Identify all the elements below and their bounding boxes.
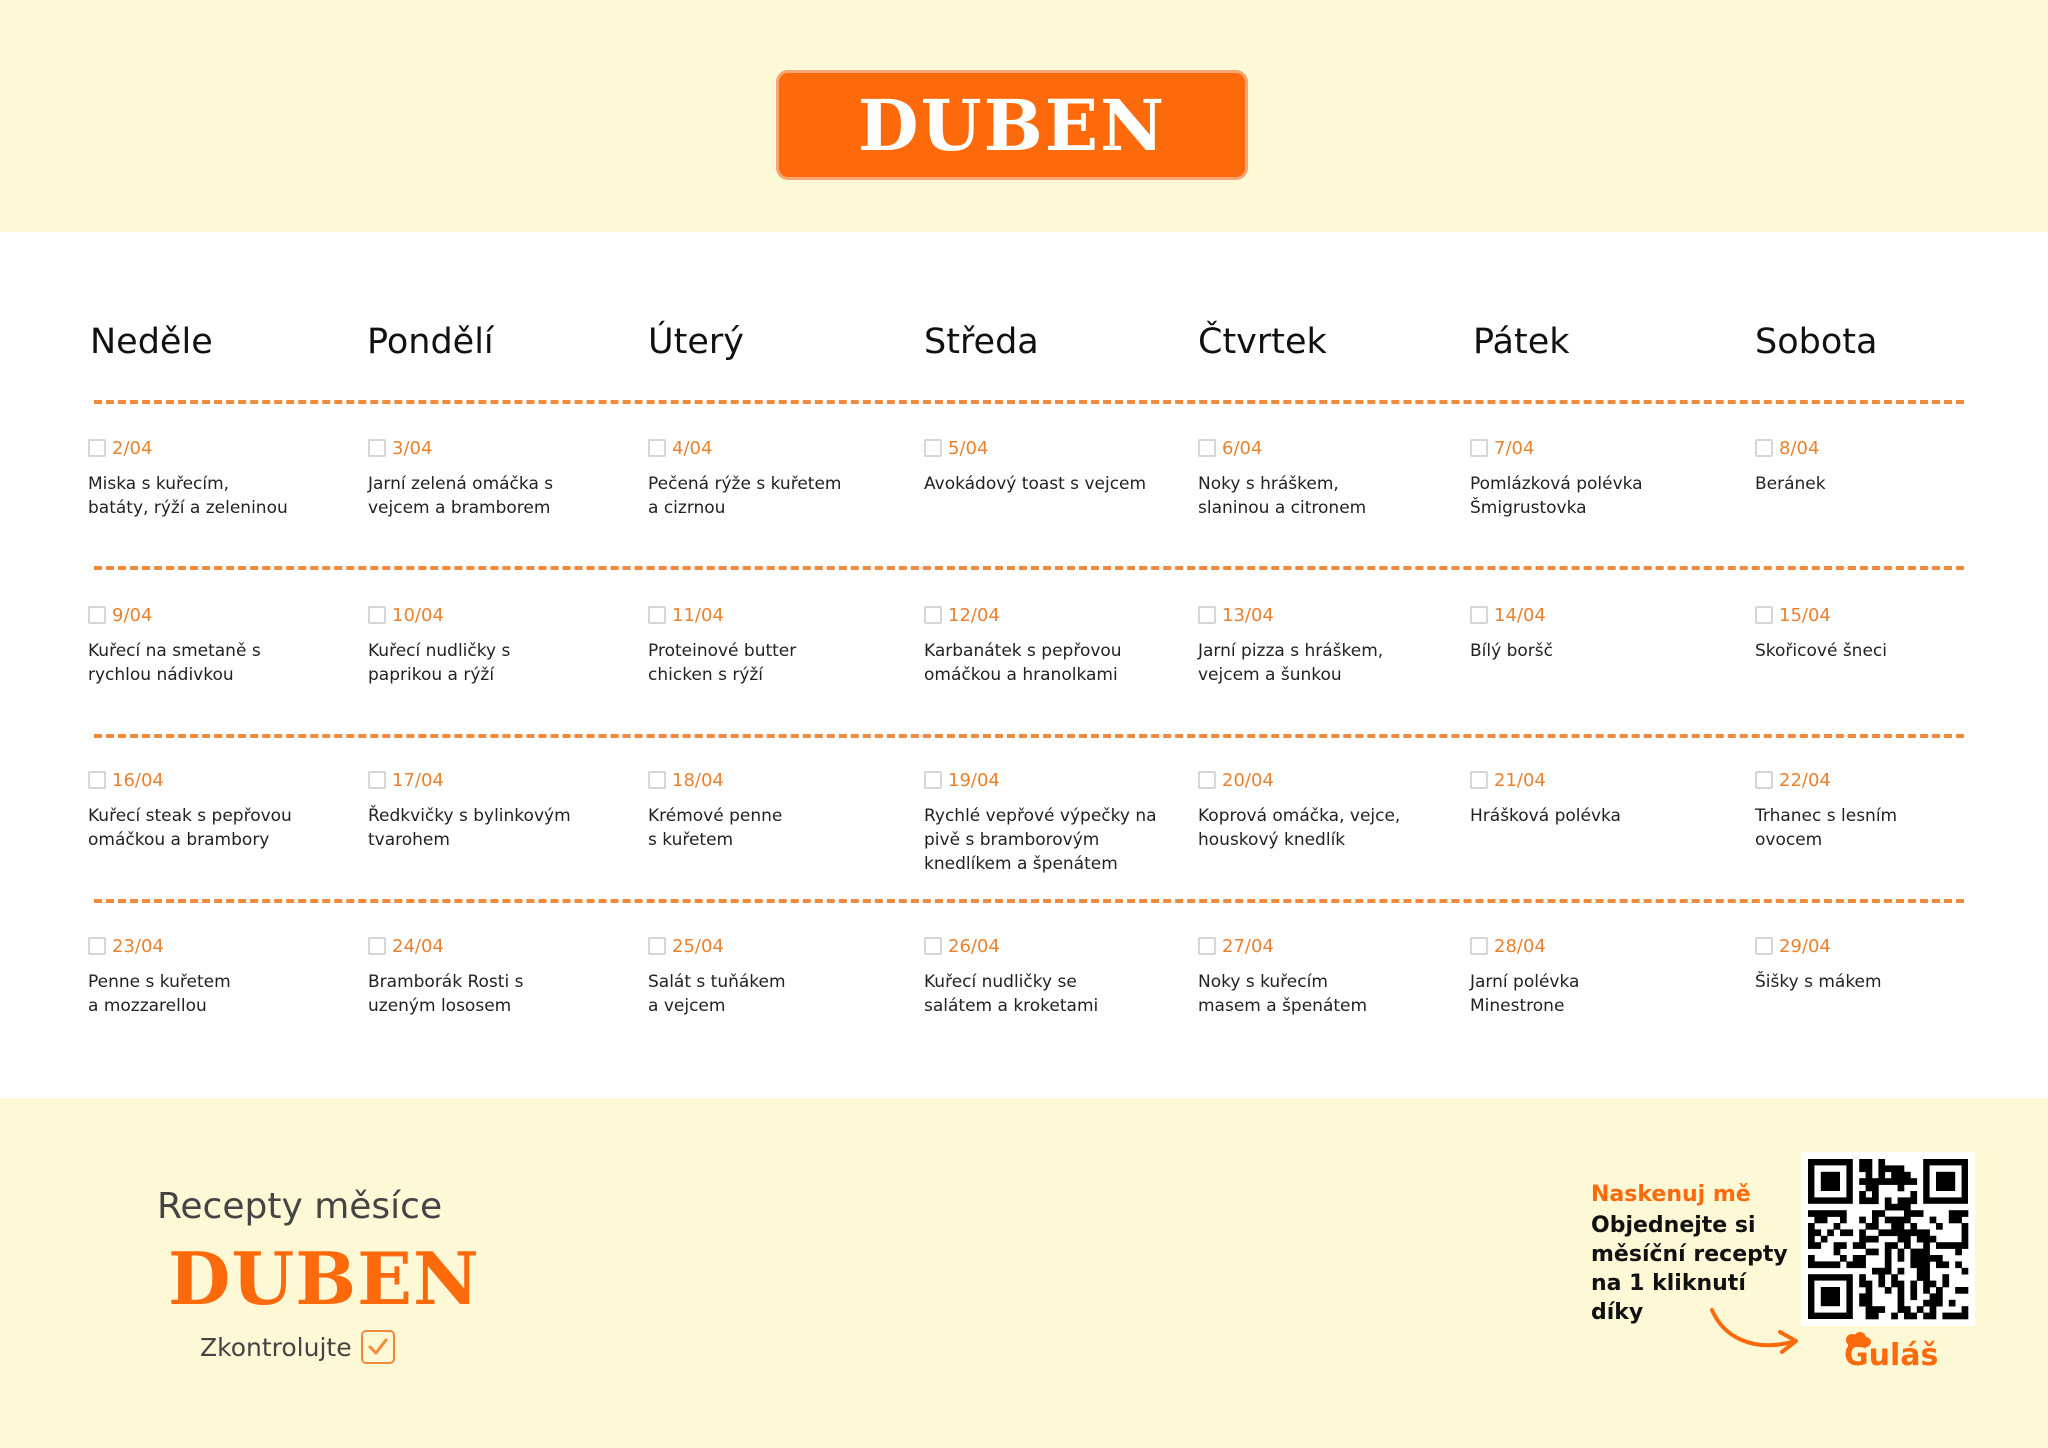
dashed-divider (94, 566, 1964, 570)
day-date: 18/04 (672, 769, 724, 791)
day-date: 4/04 (672, 437, 713, 459)
date-row (648, 436, 888, 460)
date-row (1198, 768, 1438, 792)
dish-name: Salát s tuňákem a vejcem (648, 972, 786, 1016)
day-date: 13/04 (1222, 604, 1274, 626)
dish-name: Krémové penne s kuřetem (648, 806, 783, 850)
date-row (924, 436, 1164, 460)
dish-name: Noky s kuřecím masem a špenátem (1198, 972, 1368, 1016)
dish-name: Ředkvičky s bylinkovým tvarohem (368, 806, 571, 850)
day-cell (1198, 934, 1438, 1018)
dish-name: Kuřecí nudličky se salátem a kroketami (924, 972, 1099, 1016)
dashed-divider (94, 899, 1964, 903)
scan-label: Naskenuj mě (1591, 1182, 1751, 1207)
recipes-label: Recepty měsíce (157, 1186, 443, 1227)
dish-name: Beránek (1755, 474, 1826, 494)
dish-name: Rychlé vepřové výpečky na pivě s bramborovým knedlíkem a špenátem (924, 806, 1157, 874)
weekday-header: Pátek (1473, 322, 1570, 362)
day-cell (1198, 603, 1438, 687)
day-date: 22/04 (1779, 769, 1831, 791)
date-row (88, 768, 328, 792)
day-cell (1470, 603, 1710, 663)
day-checkbox[interactable] (1198, 937, 1216, 955)
dish-name: Avokádový toast s vejcem (924, 474, 1147, 494)
dish-name: Jarní zelená omáčka s vejcem a bramborem (368, 474, 554, 518)
day-checkbox[interactable] (1198, 439, 1216, 457)
day-checkbox[interactable] (924, 439, 942, 457)
date-row (1470, 934, 1710, 958)
day-checkbox[interactable] (924, 606, 942, 624)
day-date: 14/04 (1494, 604, 1546, 626)
day-cell (1470, 768, 1710, 828)
date-row (368, 603, 608, 627)
day-date: 21/04 (1494, 769, 1546, 791)
dish-name: Hrášková polévka (1470, 806, 1621, 826)
date-row (648, 603, 888, 627)
dish-name: Skořicové šneci (1755, 641, 1887, 661)
dish-name: Bramborák Rosti s uzeným lososem (368, 972, 524, 1016)
dashed-divider (94, 734, 1964, 738)
dish-name: Penne s kuřetem a mozzarellou (88, 972, 231, 1016)
day-checkbox[interactable] (1198, 606, 1216, 624)
dish-name: Šišky s mákem (1755, 972, 1882, 992)
day-cell (924, 934, 1164, 1018)
curved-arrow-icon (1706, 1302, 1806, 1362)
dish-name: Pomlázková polévka Šmigrustovka (1470, 474, 1643, 518)
day-checkbox[interactable] (88, 606, 106, 624)
date-row (1755, 768, 1995, 792)
date-row (1198, 436, 1438, 460)
day-cell (88, 436, 328, 520)
date-row (368, 436, 608, 460)
weekday-header: Sobota (1755, 322, 1878, 362)
day-date: 2/04 (112, 437, 153, 459)
day-checkbox[interactable] (924, 771, 942, 789)
footer-month-title: DUBEN (168, 1236, 480, 1321)
day-date: 17/04 (392, 769, 444, 791)
month-title-banner (776, 70, 1248, 180)
date-row (1755, 603, 1995, 627)
day-date: 15/04 (1779, 604, 1831, 626)
dish-name: Jarní polévka Minestrone (1470, 972, 1580, 1016)
date-row (1470, 603, 1710, 627)
day-cell (1470, 436, 1710, 520)
day-cell (648, 768, 888, 852)
day-cell (648, 603, 888, 687)
day-cell (88, 768, 328, 852)
day-cell (648, 436, 888, 520)
weekday-header: Pondělí (367, 322, 494, 362)
day-cell (88, 603, 328, 687)
day-date: 5/04 (948, 437, 989, 459)
day-cell (368, 934, 608, 1018)
day-cell (88, 934, 328, 1018)
dish-name: Karbanátek s pepřovou omáčkou a hranolkami (924, 641, 1122, 685)
day-date: 24/04 (392, 935, 444, 957)
date-row (1470, 768, 1710, 792)
day-cell (1755, 436, 1995, 496)
day-cell (1755, 934, 1995, 994)
date-row (648, 768, 888, 792)
weekday-header: Středa (924, 322, 1039, 362)
date-row (1755, 436, 1995, 460)
date-row (1198, 603, 1438, 627)
day-date: 6/04 (1222, 437, 1263, 459)
day-checkbox[interactable] (1470, 439, 1488, 457)
date-row (88, 934, 328, 958)
day-date: 19/04 (948, 769, 1000, 791)
qr-code-icon[interactable] (1801, 1152, 1975, 1326)
day-cell (1198, 436, 1438, 520)
gulas-logo (1838, 1330, 1948, 1385)
dish-name: Bílý boršč (1470, 641, 1553, 661)
day-checkbox[interactable] (368, 439, 386, 457)
date-row (924, 768, 1164, 792)
day-cell (368, 436, 608, 520)
day-checkbox[interactable] (1470, 937, 1488, 955)
day-checkbox[interactable] (88, 771, 106, 789)
date-row (88, 436, 328, 460)
day-date: 12/04 (948, 604, 1000, 626)
day-checkbox[interactable] (1755, 439, 1773, 457)
day-cell (1755, 603, 1995, 663)
day-date: 7/04 (1494, 437, 1535, 459)
dashed-divider (94, 400, 1964, 404)
day-checkbox[interactable] (1755, 606, 1773, 624)
month-title: DUBEN (857, 83, 1167, 167)
check-label: Zkontrolujte (200, 1333, 352, 1362)
day-checkbox[interactable] (1755, 937, 1773, 955)
date-row (924, 603, 1164, 627)
day-date: 8/04 (1779, 437, 1820, 459)
day-checkbox[interactable] (1470, 606, 1488, 624)
date-row (648, 934, 888, 958)
day-cell (368, 603, 608, 687)
day-checkbox[interactable] (924, 937, 942, 955)
day-date: 28/04 (1494, 935, 1546, 957)
day-date: 20/04 (1222, 769, 1274, 791)
day-cell (1198, 768, 1438, 852)
day-cell (1755, 768, 1995, 852)
day-cell (368, 768, 608, 852)
day-checkbox[interactable] (368, 937, 386, 955)
day-date: 27/04 (1222, 935, 1274, 957)
day-cell (924, 436, 1164, 496)
date-row (368, 768, 608, 792)
day-date: 16/04 (112, 769, 164, 791)
dish-name: Kuřecí na smetaně s rychlou nádivkou (88, 641, 261, 685)
day-checkbox[interactable] (1198, 771, 1216, 789)
day-checkbox[interactable] (648, 771, 666, 789)
day-checkbox[interactable] (1755, 771, 1773, 789)
day-checkbox[interactable] (648, 937, 666, 955)
day-cell (1470, 934, 1710, 1018)
checkmark-icon[interactable] (361, 1330, 395, 1364)
day-cell (924, 768, 1164, 876)
day-date: 29/04 (1779, 935, 1831, 957)
dish-name: Jarní pizza s hráškem, vejcem a šunkou (1198, 641, 1384, 685)
day-checkbox[interactable] (648, 606, 666, 624)
day-cell (924, 603, 1164, 687)
brand-name: Guláš (1844, 1338, 1939, 1373)
day-date: 26/04 (948, 935, 1000, 957)
dish-name: Kuřecí steak s pepřovou omáčkou a brambory (88, 806, 292, 850)
day-date: 10/04 (392, 604, 444, 626)
date-row (1198, 934, 1438, 958)
dish-name: Proteinové butter chicken s rýží (648, 641, 797, 685)
day-date: 3/04 (392, 437, 433, 459)
day-checkbox[interactable] (88, 439, 106, 457)
dish-name: Kuřecí nudličky s paprikou a rýží (368, 641, 511, 685)
weekday-header: Čtvrtek (1198, 322, 1327, 362)
day-date: 23/04 (112, 935, 164, 957)
day-checkbox[interactable] (648, 439, 666, 457)
date-row (368, 934, 608, 958)
dish-name: Miska s kuřecím, batáty, rýží a zeleninou (88, 474, 288, 518)
day-date: 25/04 (672, 935, 724, 957)
order-text: Objednejte si měsíční recepty na 1 kliknutí díky (1591, 1213, 1788, 1325)
dish-name: Noky s hráškem, slaninou a citronem (1198, 474, 1367, 518)
day-date: 11/04 (672, 604, 724, 626)
dish-name: Koprová omáčka, vejce, houskový knedlík (1198, 806, 1401, 850)
dish-name: Trhanec s lesním ovocem (1755, 806, 1898, 850)
weekday-header: Neděle (90, 322, 213, 362)
date-row (924, 934, 1164, 958)
date-row (88, 603, 328, 627)
day-cell (648, 934, 888, 1018)
dish-name: Pečená rýže s kuřetem a cizrnou (648, 474, 842, 518)
weekday-header: Úterý (648, 322, 744, 362)
date-row (1470, 436, 1710, 460)
day-date: 9/04 (112, 604, 153, 626)
day-checkbox[interactable] (88, 937, 106, 955)
day-checkbox[interactable] (368, 771, 386, 789)
day-checkbox[interactable] (1470, 771, 1488, 789)
date-row (1755, 934, 1995, 958)
day-checkbox[interactable] (368, 606, 386, 624)
